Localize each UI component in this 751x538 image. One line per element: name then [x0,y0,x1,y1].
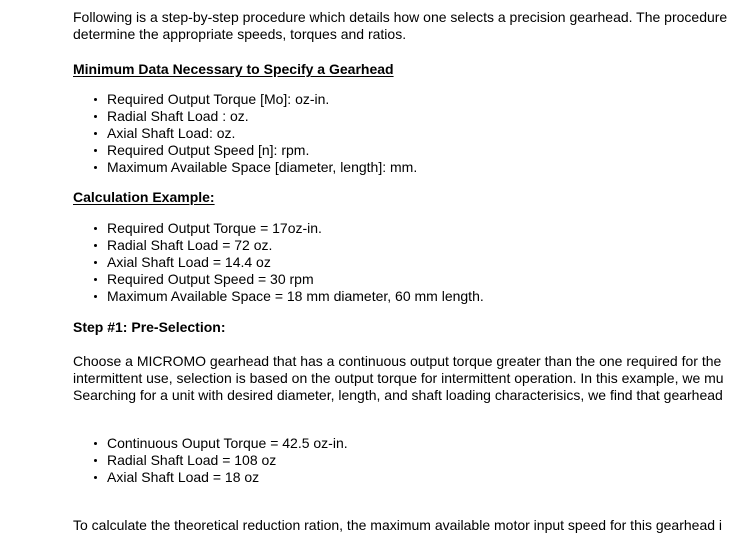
list-item: Axial Shaft Load: oz. [73,125,417,142]
document-page [73,0,751,538]
step1-list [73,435,348,486]
min-data-heading: Minimum Data Necessary to Specify a Gearhead [73,61,394,77]
list-item: Axial Shaft Load = 14.4 oz [73,254,484,271]
list-item: Required Output Torque = 17oz-in. [73,220,484,237]
list-item: Axial Shaft Load = 18 oz [73,469,348,486]
list-item: Required Output Speed [n]: rpm. [73,142,417,159]
step1-heading: Step #1: Pre-Selection: [73,319,226,335]
calc-example-list [73,220,484,305]
list-item: Continuous Ouput Torque = 42.5 oz-in. [73,435,348,452]
calc-example-heading: Calculation Example: [73,189,215,205]
list-item: Required Output Torque [Mo]: oz-in. [73,91,417,108]
list-item: Maximum Available Space [diameter, length]: mm. [73,159,417,176]
list-item: Radial Shaft Load : oz. [73,108,417,125]
list-item: Radial Shaft Load = 72 oz. [73,237,484,254]
closing-line-1: To calculate the theoretical reduction ration, the maximum available motor input speed for this gearhead i [73,517,723,533]
intro-line-1: Following is a step-by-step procedure which details how one selects a precision gearhead. The procedure [73,9,728,25]
list-item: Radial Shaft Load = 108 oz [73,452,348,469]
list-item: Maximum Available Space = 18 mm diameter, 60 mm length. [73,288,484,305]
min-data-list [73,91,417,176]
list-item: Required Output Speed = 30 rpm [73,271,484,288]
step1-para-line-3: Searching for a unit with desired diameter, length, and shaft loading characterisics, we find that gearhead [73,387,723,403]
step1-para-line-1: Choose a MICROMO gearhead that has a continuous output torque greater than the one required for the [73,353,722,369]
intro-line-2: determine the appropriate speeds, torques and ratios. [73,26,407,42]
step1-para-line-2: intermittent use, selection is based on the output torque for intermittent operation. In this example, we mu [73,370,724,386]
